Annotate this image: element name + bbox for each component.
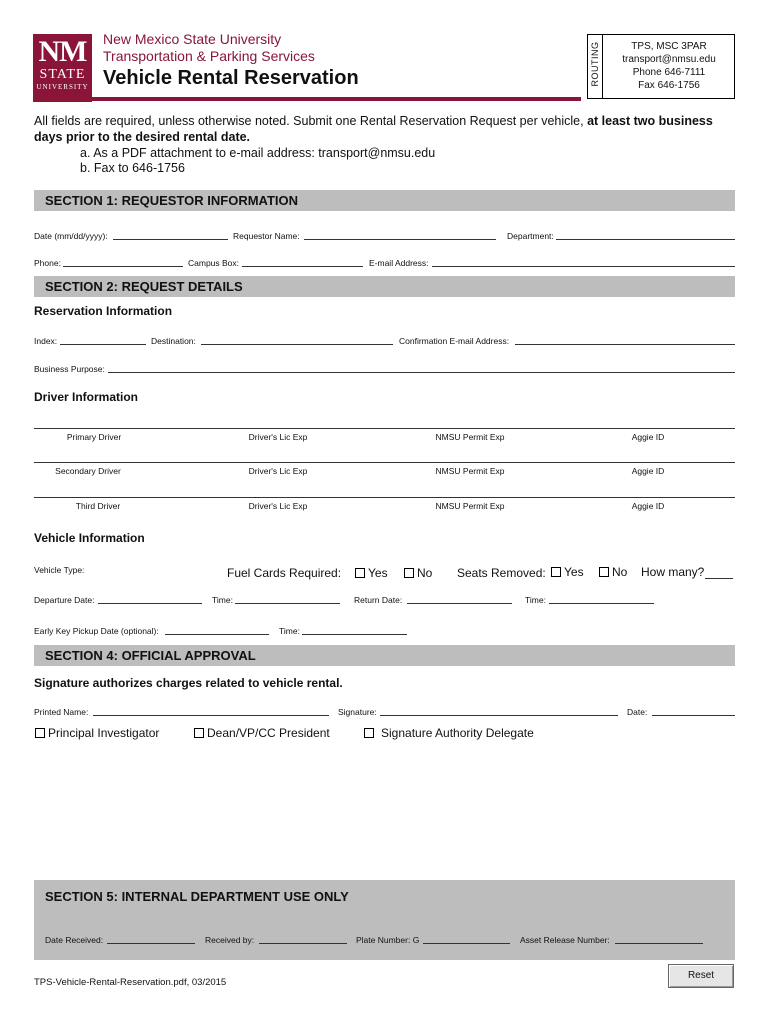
routing-label: ROUTING <box>587 34 603 99</box>
third-lic-label: Driver's Lic Exp <box>248 501 308 511</box>
plate-number-label: Plate Number: G <box>356 935 420 945</box>
routing-line: TPS, MSC 3PAR <box>631 41 707 52</box>
vehicle-info-heading: Vehicle Information <box>34 531 145 545</box>
secondary-driver-input[interactable] <box>34 462 735 463</box>
routing-line: Fax 646-1756 <box>638 80 700 91</box>
third-driver-input[interactable] <box>34 497 735 498</box>
return-time-label: Time: <box>525 595 546 605</box>
instructions-deadline: at least two business days prior to the desired rental date. <box>34 114 713 144</box>
campus-box-input[interactable] <box>242 266 363 267</box>
printed-name-input[interactable] <box>93 715 329 716</box>
email-label: E-mail Address: <box>369 258 429 268</box>
logo-university: UNIVERSITY <box>36 83 89 91</box>
secondary-permit-label: NMSU Permit Exp <box>435 466 505 476</box>
section2-header: SECTION 2: REQUEST DETAILS <box>34 276 735 297</box>
section1-header: SECTION 1: REQUESTOR INFORMATION <box>34 190 735 211</box>
primary-driver-label: Primary Driver <box>66 432 122 442</box>
business-purpose-input[interactable] <box>108 372 735 373</box>
instructions <box>34 113 734 145</box>
departure-time-label: Time: <box>212 595 233 605</box>
business-purpose-label: Business Purpose: <box>34 364 105 374</box>
driver-info-heading: Driver Information <box>34 390 139 404</box>
asset-release-input[interactable] <box>615 943 703 944</box>
seats-removed-yes[interactable]: Yes <box>551 565 584 579</box>
requestor-name-input[interactable] <box>304 239 496 240</box>
date-label: Date (mm/dd/yyyy): <box>34 231 108 241</box>
primary-aggie-label: Aggie ID <box>631 432 665 442</box>
option-pdf: a. As a PDF attachment to e-mail address: transport@nmsu.edu <box>80 146 436 160</box>
how-many-label: How many? <box>641 565 705 579</box>
secondary-driver-label: Secondary Driver <box>55 466 121 476</box>
checkbox-icon[interactable] <box>599 567 609 577</box>
section5-header: SECTION 5: INTERNAL DEPARTMENT USE ONLY <box>45 889 349 904</box>
phone-label: Phone: <box>34 258 61 268</box>
requestor-name-label: Requestor Name: <box>233 231 300 241</box>
destination-input[interactable] <box>201 344 393 345</box>
date-received-label: Date Received: <box>45 935 104 945</box>
signature-delegate-option[interactable]: Signature Authority Delegate <box>364 726 534 740</box>
departure-date-input[interactable] <box>98 603 202 604</box>
received-by-label: Received by: <box>205 935 255 945</box>
how-many-input[interactable] <box>705 578 733 579</box>
plate-number-input[interactable] <box>423 943 510 944</box>
early-key-input[interactable] <box>165 634 269 635</box>
return-date-label: Return Date: <box>354 595 403 605</box>
fuel-cards-yes[interactable]: Yes <box>355 566 388 580</box>
seats-removed-label: Seats Removed: <box>457 566 546 580</box>
vehicle-type-label: Vehicle Type: <box>34 565 85 575</box>
date-input[interactable] <box>113 239 228 240</box>
confirmation-email-label: Confirmation E-mail Address: <box>399 336 510 346</box>
primary-permit-label: NMSU Permit Exp <box>435 432 505 442</box>
confirmation-email-input[interactable] <box>515 344 735 345</box>
section4-header: SECTION 4: OFFICIAL APPROVAL <box>34 645 735 666</box>
received-by-input[interactable] <box>259 943 347 944</box>
third-driver-label: Third Driver <box>75 501 121 511</box>
printed-name-label: Printed Name: <box>34 707 89 717</box>
email-input[interactable] <box>432 266 735 267</box>
logo-nm: NM <box>38 35 87 68</box>
early-key-label: Early Key Pickup Date (optional): <box>34 626 159 636</box>
date-received-input[interactable] <box>107 943 195 944</box>
approval-note: Signature authorizes charges related to vehicle rental. <box>34 676 343 690</box>
early-key-time-label: Time: <box>279 626 300 636</box>
return-date-input[interactable] <box>407 603 512 604</box>
checkbox-icon[interactable] <box>404 568 414 578</box>
index-input[interactable] <box>60 344 146 345</box>
asset-release-label: Asset Release Number: <box>520 935 610 945</box>
checkbox-icon[interactable] <box>364 728 374 738</box>
checkbox-icon[interactable] <box>35 728 45 738</box>
approval-date-label: Date: <box>627 707 648 717</box>
routing-line: transport@nmsu.edu <box>622 54 716 65</box>
fuel-cards-no[interactable]: No <box>404 566 432 580</box>
page-title: Vehicle Rental Reservation <box>103 67 359 89</box>
campus-box-label: Campus Box: <box>188 258 240 268</box>
signature-input[interactable] <box>380 715 618 716</box>
fuel-cards-label: Fuel Cards Required: <box>227 566 342 580</box>
checkbox-icon[interactable] <box>194 728 204 738</box>
department-input[interactable] <box>556 239 735 240</box>
footer-filename: TPS-Vehicle-Rental-Reservation.pdf, 03/2015 <box>34 977 227 988</box>
signature-label: Signature: <box>338 707 377 717</box>
third-aggie-label: Aggie ID <box>631 501 665 511</box>
dean-vp-option[interactable]: Dean/VP/CC President <box>194 726 330 740</box>
routing-info <box>604 40 734 92</box>
return-time-input[interactable] <box>549 603 654 604</box>
department-name: Transportation & Parking Services <box>103 48 315 64</box>
early-key-time-input[interactable] <box>302 634 407 635</box>
third-permit-label: NMSU Permit Exp <box>435 501 505 511</box>
principal-investigator-option[interactable]: Principal Investigator <box>35 726 159 740</box>
nmsu-logo <box>33 34 92 102</box>
option-fax: b. Fax to 646-1756 <box>80 161 185 175</box>
phone-input[interactable] <box>63 266 183 267</box>
reservation-info-heading: Reservation Information <box>34 304 173 318</box>
departure-date-label: Departure Date: <box>34 595 95 605</box>
departure-time-input[interactable] <box>235 603 340 604</box>
primary-driver-input[interactable] <box>34 428 735 429</box>
approval-date-input[interactable] <box>652 715 735 716</box>
department-label: Department: <box>507 231 554 241</box>
checkbox-icon[interactable] <box>551 567 561 577</box>
destination-label: Destination: <box>151 336 196 346</box>
instructions-text: All fields are required, unless otherwise noted. Submit one Rental Reservation Request per vehicle, <box>34 114 584 128</box>
university-name: New Mexico State University <box>103 31 282 47</box>
primary-lic-label: Driver's Lic Exp <box>248 432 308 442</box>
reset-button[interactable]: Reset <box>668 964 734 988</box>
header-divider <box>33 97 581 101</box>
secondary-lic-label: Driver's Lic Exp <box>248 466 308 476</box>
seats-removed-no[interactable]: No <box>599 565 627 579</box>
secondary-aggie-label: Aggie ID <box>631 466 665 476</box>
logo-state: STATE <box>39 67 86 82</box>
index-label: Index: <box>34 336 58 346</box>
checkbox-icon[interactable] <box>355 568 365 578</box>
routing-line: Phone 646-7111 <box>632 67 706 78</box>
